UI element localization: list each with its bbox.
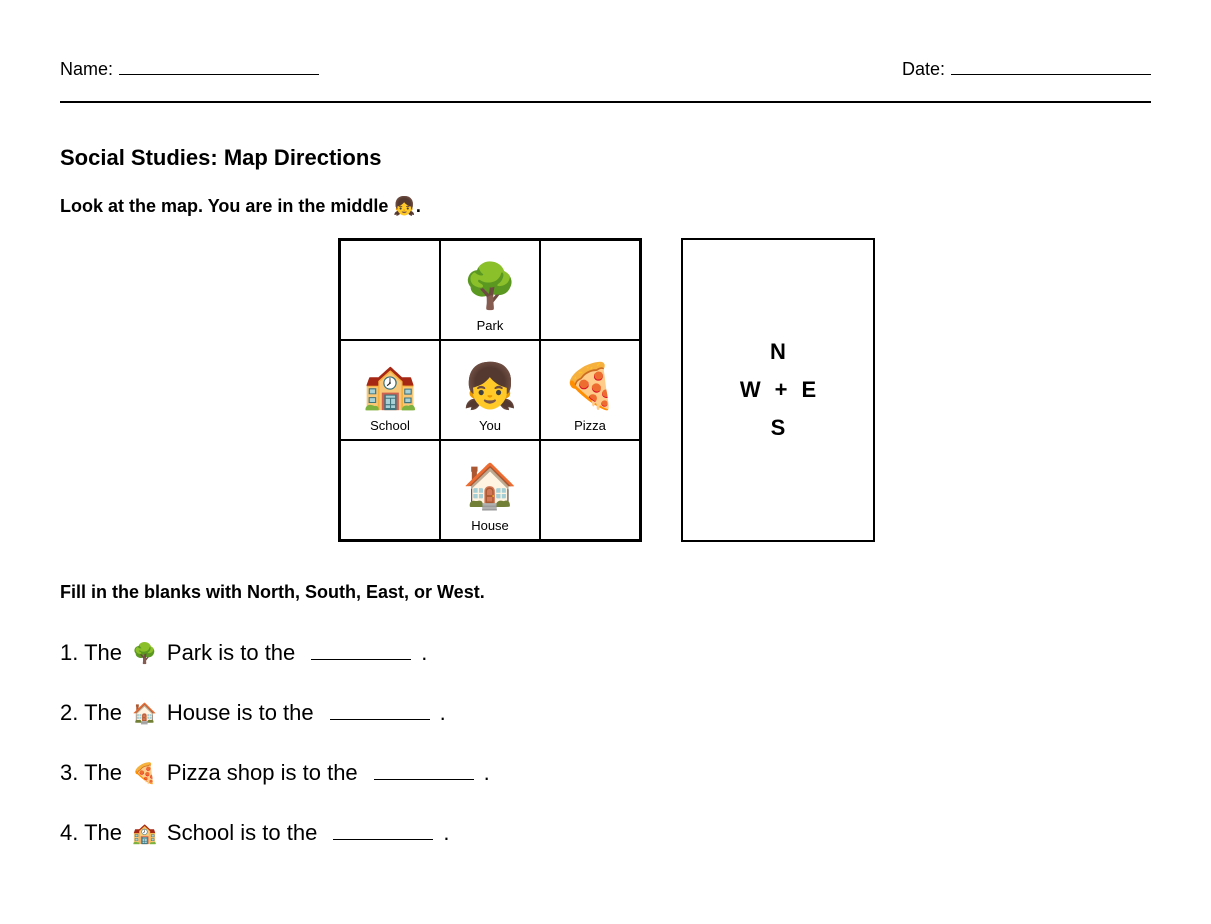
map-cell-ne xyxy=(540,240,640,340)
instruction-period: . xyxy=(415,196,421,216)
pizza-icon: 🍕 xyxy=(562,362,618,411)
cell-label: Pizza xyxy=(574,418,606,433)
answer-blank-4[interactable] xyxy=(333,821,433,840)
girl-icon: 👧 xyxy=(393,196,416,216)
date-blank[interactable] xyxy=(951,58,1151,75)
question-end: . xyxy=(421,640,428,665)
map-cell-house xyxy=(440,440,540,540)
question-2 xyxy=(60,700,446,726)
question-text: Park is to the xyxy=(166,640,296,665)
map-cell-se xyxy=(540,440,640,540)
question-4 xyxy=(60,820,449,846)
map-cell-pizza xyxy=(540,340,640,440)
date-label: Date: xyxy=(901,59,945,79)
tree-icon: 🌳 xyxy=(131,643,157,665)
date-field xyxy=(902,58,1151,80)
fill-instruction: Fill in the blanks with North, South, East, or West. xyxy=(60,582,485,602)
compass-rose xyxy=(681,238,875,542)
name-label: Name: xyxy=(60,59,114,79)
tree-icon: 🌳 xyxy=(462,262,518,311)
school-icon: 🏫 xyxy=(131,823,157,845)
question-prefix: 2. The xyxy=(60,700,122,725)
question-1 xyxy=(60,640,427,666)
question-prefix: 1. The xyxy=(60,640,122,665)
question-end: . xyxy=(439,700,446,725)
compass-east: E xyxy=(801,377,817,402)
map-cell-park xyxy=(440,240,540,340)
map-cell-nw xyxy=(340,240,440,340)
cell-label: You xyxy=(479,418,501,433)
question-end: . xyxy=(443,820,450,845)
answer-blank-3[interactable] xyxy=(374,761,474,780)
cell-label: School xyxy=(370,418,410,433)
map-instruction xyxy=(60,196,421,217)
map-grid xyxy=(338,238,642,542)
header-divider xyxy=(60,101,1151,103)
map-cell-sw xyxy=(340,440,440,540)
compass-center: + xyxy=(774,377,788,402)
cell-label: House xyxy=(471,518,509,533)
house-icon: 🏠 xyxy=(131,703,157,725)
compass-middle-row xyxy=(740,371,816,409)
question-3 xyxy=(60,760,490,786)
question-text: House is to the xyxy=(166,700,314,725)
house-icon: 🏠 xyxy=(462,462,518,511)
name-field xyxy=(60,58,319,80)
girl-icon: 👧 xyxy=(462,362,518,411)
worksheet-header xyxy=(60,58,1151,78)
pizza-icon: 🍕 xyxy=(131,763,157,785)
question-text: Pizza shop is to the xyxy=(166,760,358,785)
map-cell-you xyxy=(440,340,540,440)
compass-west: W xyxy=(739,377,761,402)
question-text: School is to the xyxy=(166,820,318,845)
compass-south: S xyxy=(770,415,786,440)
answer-blank-1[interactable] xyxy=(311,641,411,660)
compass-north: N xyxy=(770,339,786,364)
question-prefix: 4. The xyxy=(60,820,122,845)
instruction-text: Look at the map. You are in the middle xyxy=(60,196,389,216)
name-blank[interactable] xyxy=(119,58,319,75)
question-end: . xyxy=(483,760,490,785)
page-title: Social Studies: Map Directions xyxy=(60,145,382,170)
answer-blank-2[interactable] xyxy=(330,701,430,720)
school-icon: 🏫 xyxy=(362,362,418,411)
cell-label: Park xyxy=(476,318,504,333)
question-prefix: 3. The xyxy=(60,760,122,785)
map-cell-school xyxy=(340,340,440,440)
